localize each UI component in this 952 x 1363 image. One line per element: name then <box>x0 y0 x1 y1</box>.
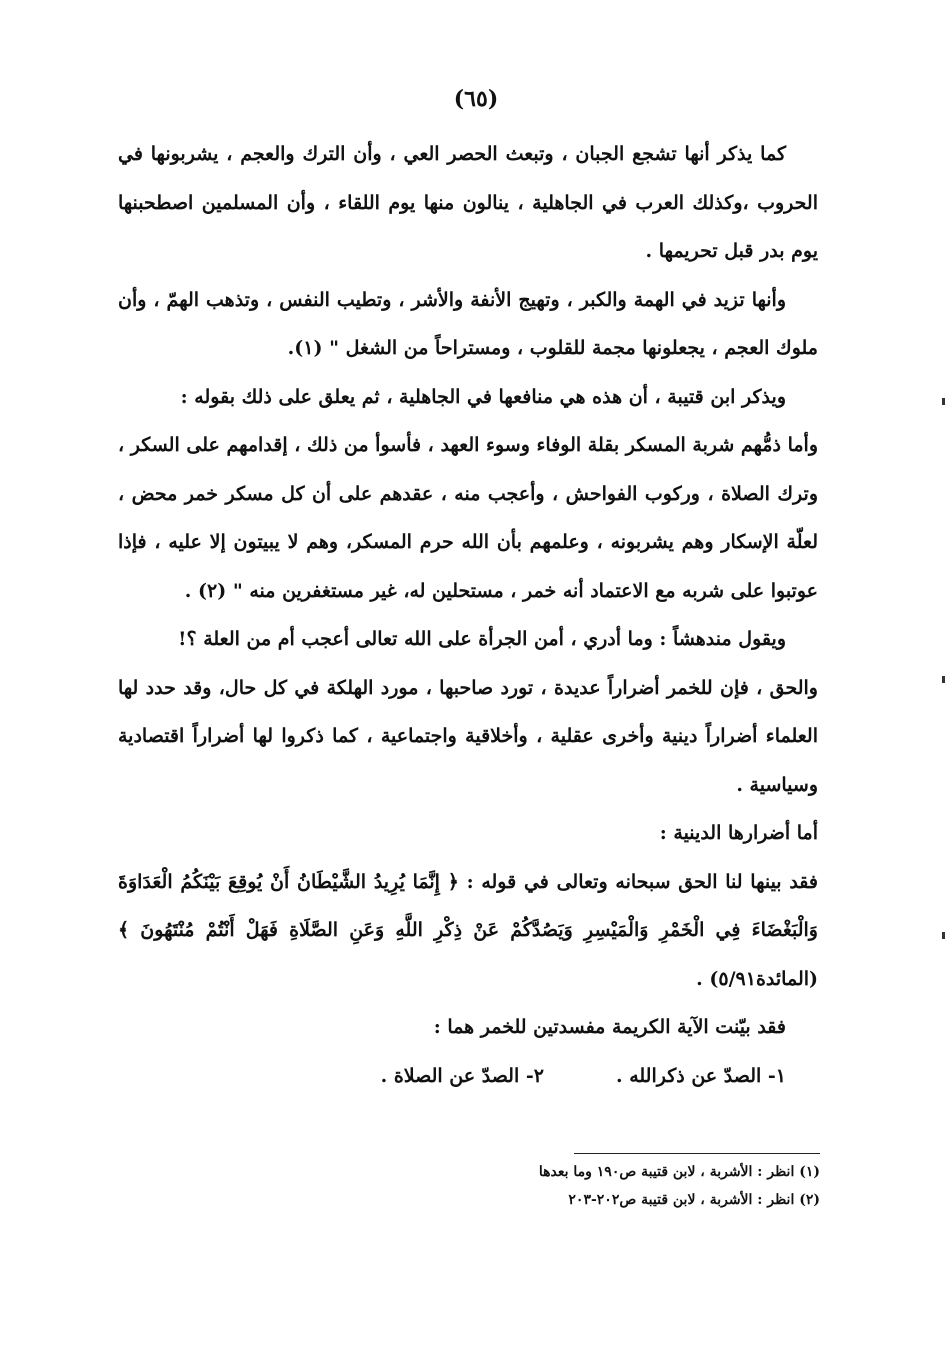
section-heading-religious-harms: أما أضرارها الدينية : <box>659 822 818 844</box>
paragraph-9: فقد بيّنت الآية الكريمة مفسدتين للخمر هما : <box>433 1016 786 1038</box>
paragraph-8-verse: فقد بينها لنا الحق سبحانه وتعالى في قوله : ﴿ إِنَّمَا يُرِيدُ الشَّيْطَانُ أَنْ يُوقِعَ بَيْنَكُمُ الْعَدَاوَةَ وَالْبَغْضَاءَ فِي الْخَمْرِ وَالْمَيْسِرِ وَيَصُدَّكُمْ عَنْ ذِكْرِ اللَّهِ وَعَنِ الصَّلَاةِ فَهَلْ أَنْتُمْ مُنْتَهُونَ ﴾ (المائدة٥/٩١) . <box>118 870 818 990</box>
footnote-1: (١) انظر : الأشربة ، لابن قتيبة ص١٩٠ وما بعدها <box>538 1164 820 1180</box>
footnote-divider <box>574 1153 820 1154</box>
paragraph-2: وأنها تزيد في الهمة والكبر ، وتهيج الأنفة والأشر ، وتطيب النفس ، وتذهب الهمّ ، وأن ملوك العجم ، يجعلونها مجمة للقلوب ، ومستراحاً من الشغل " (١). <box>118 288 818 359</box>
harms-list <box>118 1052 818 1101</box>
paragraph-6: والحق ، فإن للخمر أضراراً عديدة ، تورد صاحبها ، مورد الهلكة في كل حال، وقد حدد لها العلماء أضراراً دينية وأخرى عقلية ، وأخلاقية واجتماعية ، كما ذكروا لها أضراراً اقتصادية وسياسية . <box>118 676 818 796</box>
scan-margin-mark <box>942 676 945 683</box>
harm-item-1: ١- الصدّ عن ذكرالله . <box>615 1064 786 1087</box>
footnote-2: (٢) انظر : الأشربة ، لابن قتيبة ص٢٠٢-٢٠٣ <box>568 1192 820 1208</box>
footnotes <box>300 1158 820 1214</box>
scan-margin-mark <box>942 932 945 939</box>
scan-margin-mark <box>942 398 945 405</box>
main-text <box>118 130 818 1100</box>
paragraph-4-quote: وأما ذمُّهم شربة المسكر بقلة الوفاء وسوء العهد ، فأسوأ من ذلك ، إقدامهم على السكر ، وترك الصلاة ، وركوب الفواحش ، وأعجب منه ، عقدهم على أن كل مسكر خمر محض ، لعلّة الإسكار وهم يشربونه ، وعلمهم بأن الله حرم المسكر، وهم لا يبيتون إلا عليه ، فإذا عوتبوا على شربه مع الاعتماد أنه خمر ، مستحلين له، غير مستغفرين منه " (٢) . <box>118 434 818 602</box>
paragraph-3: ويذكر ابن قتيبة ، أن هذه هي منافعها في الجاهلية ، ثم يعلق على ذلك بقوله : <box>180 385 786 408</box>
page-number: (٦٥) <box>453 86 499 112</box>
paragraph-5: ويقول مندهشاً : وما أدري ، أمن الجرأة على الله تعالى أعجب أم من العلة ؟! <box>178 628 786 650</box>
harm-item-2: ٢- الصدّ عن الصلاة . <box>380 1064 544 1087</box>
paragraph-1: كما يذكر أنها تشجع الجبان ، وتبعث الحصر العي ، وأن الترك والعجم ، يشربونها في الحروب ،وكذلك العرب في الجاهلية ، ينالون منها يوم اللقاء ، وأن المسلمين اصطحبنها يوم بدر قبل تحريمها . <box>118 143 818 262</box>
